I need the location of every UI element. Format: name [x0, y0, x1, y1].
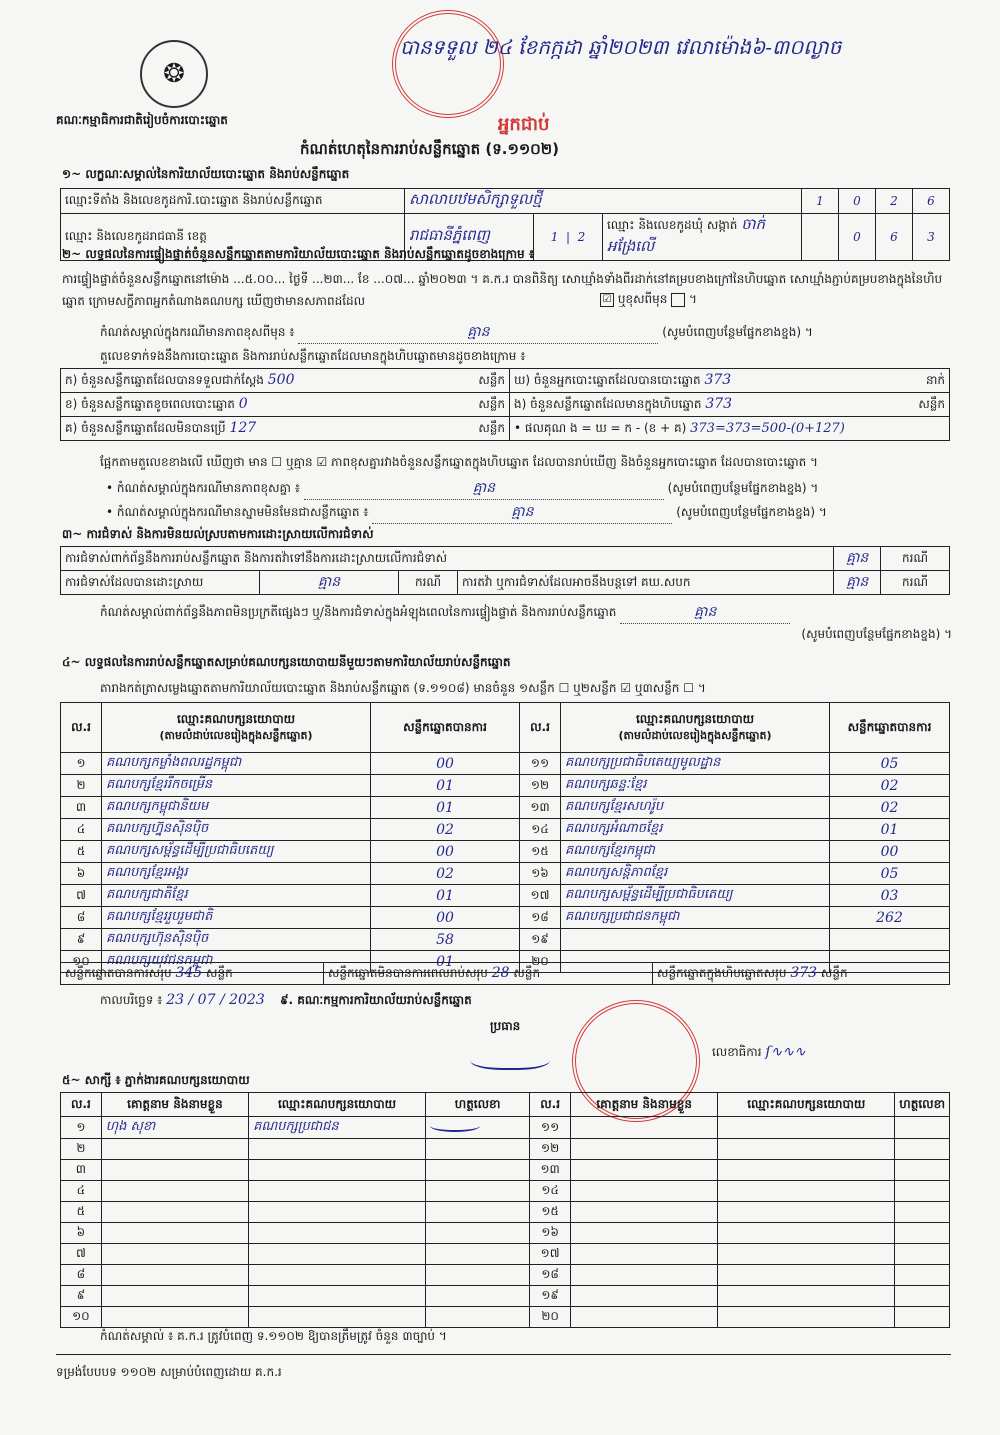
- row-no: ១: [61, 1117, 102, 1139]
- party-name: គណបក្សជាតិខ្មែរ: [102, 885, 371, 907]
- party-name: គណបក្សហ៊ុនស៊ិនប៉ិច: [102, 929, 371, 951]
- col-sign: ហត្ថលេខា: [895, 1093, 950, 1117]
- province-code: 1 | 2: [534, 214, 603, 261]
- handwritten-note: បានទទួល ២៤ ខែកក្កដា ឆ្នាំ២០២៣ វេលាម៉ោង៦-៣០ល្ងាច: [400, 35, 842, 59]
- witness-name: [101, 1202, 248, 1223]
- col-votes: សន្លឹកឆ្នោតបានការ: [371, 703, 520, 753]
- diff-label: ឬខុសពីមុន: [617, 292, 668, 306]
- row-no: ១០: [61, 951, 102, 973]
- party-name: គណបក្សសន្តិភាពខ្មែរ: [561, 863, 830, 885]
- result-row: [61, 819, 950, 841]
- party-votes: [830, 929, 950, 951]
- bullet1: • កំណត់សម្គាល់ក្នុងករណីមានភាពខុសគ្នា ៖ គ្មាន (សូមបំពេញបន្ថែមផ្នែកខាងខ្នង) ។: [106, 478, 951, 500]
- urgent-label: អ្នកជាប់: [498, 114, 550, 135]
- unit: ករណី: [399, 571, 458, 595]
- irregularity-remark: កំណត់សម្គាល់ពាក់ព័ន្ធនឹងភាពមិនប្រក្រតីផ្សេងៗ ឬ/និងការជំទាស់ក្នុងអំឡុងពេលនៃការផ្ទៀងផ្ទាត់ និងការរាប់សន្លឹកឆ្នោត គ្មាន: [100, 602, 950, 624]
- row-no: ១៤: [520, 819, 561, 841]
- result-row: [61, 907, 950, 929]
- row-no: ៥: [61, 841, 102, 863]
- committee-name: គណៈកម្មាធិការជាតិរៀបចំការបោះឆ្នោត: [56, 113, 228, 127]
- witness-sign: [895, 1265, 950, 1286]
- objection-table: [60, 546, 950, 595]
- figures-table: [60, 368, 950, 441]
- location-code: 0: [839, 189, 876, 214]
- objection-label: ការជំទាស់ពាក់ព័ន្ធនឹងការរាប់សន្លឹកឆ្នោត និងការតវ៉ាទៅនឹងការដោះស្រាយលើការជំទាស់: [61, 547, 834, 571]
- party-votes: 58: [371, 929, 520, 951]
- col-party: ឈ្មោះគណបក្សនយោបាយ (តាមលំដាប់លេខរៀងក្នុងសន្លឹកឆ្នោត): [102, 703, 371, 753]
- witness-row: [61, 1223, 950, 1244]
- result-row: [61, 797, 950, 819]
- result-row: [61, 841, 950, 863]
- party-votes: 01: [371, 951, 520, 973]
- row-no: ១៣: [530, 1160, 571, 1181]
- location-code: 2: [876, 189, 913, 214]
- footer-divider: [56, 1354, 951, 1355]
- section5-title: ៥~ សាក្សី ៖ ភ្នាក់ងារគណបក្សនយោបាយ: [62, 1073, 250, 1087]
- section4-title: ៤~ លទ្ធផលនៃការរាប់សន្លឹកឆ្នោតសម្រាប់គណបក្សនយោបាយនីមួយៗតាមការិយាល័យរាប់សន្លឹកឆ្នោត: [62, 655, 511, 669]
- party-votes: 00: [371, 841, 520, 863]
- witness-name: [571, 1202, 718, 1223]
- witness-party: គណបក្សប្រជាជន: [249, 1117, 426, 1139]
- row-no: ៨: [61, 1265, 102, 1286]
- row-no: ១១: [520, 753, 561, 775]
- row-no: ៣: [61, 797, 102, 819]
- result-row: [61, 753, 950, 775]
- col-no: ល.រ: [61, 703, 102, 753]
- province-value: រាជធានីភ្នំពេញ: [405, 214, 534, 261]
- party-votes: 00: [830, 841, 950, 863]
- resolved-value: គ្មាន: [260, 571, 399, 595]
- row-no: ២: [61, 775, 102, 797]
- nec-emblem: ❂: [140, 40, 208, 108]
- witness-sign: [895, 1286, 950, 1307]
- chair-label: ប្រធាន: [490, 1019, 521, 1033]
- row-no: ៣: [61, 1160, 102, 1181]
- witness-table: [60, 1092, 950, 1328]
- date-row: កាលបរិច្ឆេទ ៖ 23 / 07 / 2023 ៩. គណៈកម្មការការិយាល័យរាប់សន្លឹកឆ្នោត: [100, 992, 472, 1008]
- party-name: គណបក្សប្រជាជនកម្ពុជា: [561, 907, 830, 929]
- diff-checkbox[interactable]: [671, 293, 685, 307]
- table-intro: តួលេខទាក់ទងនឹងការបោះឆ្នោត និងការរាប់សន្លឹកឆ្នោតដែលមានក្នុងហិបឆ្នោតមានដូចខាងក្រោម ៖: [100, 349, 526, 363]
- appeal-label: ការតវ៉ា ឬការជំទាស់ដែលអាចនឹងបន្តទៅ គឃ.សបក: [458, 571, 834, 595]
- party-votes: 00: [371, 907, 520, 929]
- fill-note: (សូមបំពេញបន្ថែមផ្នែកខាងខ្នង) ។: [662, 325, 813, 339]
- witness-sign: [895, 1244, 950, 1265]
- row-no: ១១: [530, 1117, 571, 1139]
- row-no: ១៥: [530, 1202, 571, 1223]
- party-votes: 03: [830, 885, 950, 907]
- witness-name: ហុង សុខា: [101, 1117, 248, 1139]
- party-name: គណបក្សខ្មែររីកចម្រើន: [102, 775, 371, 797]
- row-no: ៦: [61, 1223, 102, 1244]
- col-party: ឈ្មោះគណបក្សនយោបាយ: [718, 1093, 895, 1117]
- page-footer: ទម្រង់បែបបទ ១១០២ សម្រាប់បំពេញដោយ គ.ក.រ: [56, 1365, 282, 1379]
- result-row: [61, 885, 950, 907]
- witness-name: [571, 1286, 718, 1307]
- party-name: គណបក្សកម្លាំងពលរដ្ឋកម្ពុជា: [102, 753, 371, 775]
- total-valid: សន្លឹកឆ្នោតបានការសរុប 345 សន្លឹក: [61, 963, 324, 985]
- witness-party: [718, 1117, 895, 1139]
- commune-value: ចាក់អង្រែលើ: [607, 215, 766, 255]
- remark-row: [100, 322, 950, 344]
- witness-sign: [895, 1160, 950, 1181]
- witness-party: [718, 1181, 895, 1202]
- witness-row: [61, 1286, 950, 1307]
- witness-party: [718, 1307, 895, 1328]
- row-no: ១៦: [530, 1223, 571, 1244]
- row-no: ២០: [520, 951, 561, 973]
- witness-party: [249, 1307, 426, 1328]
- witness-party: [249, 1181, 426, 1202]
- results-table: [60, 702, 950, 973]
- secretary-row: លេខាធិការ ſ∿∿∿: [712, 1044, 806, 1060]
- witness-party: [718, 1202, 895, 1223]
- bullet2: • កំណត់សម្គាល់ក្នុងករណីមានស្នាមមិនមែនជាសន្លឹកឆ្នោត ៖ គ្មាន (សូមបំពេញបន្ថែមផ្នែកខាងខ្នង) ។: [106, 502, 951, 524]
- witness-sign: [895, 1202, 950, 1223]
- witness-party: [718, 1244, 895, 1265]
- commune-code-spacer: [802, 214, 839, 261]
- row-no: ២០: [530, 1307, 571, 1328]
- row-no: ១៧: [530, 1244, 571, 1265]
- witness-party: [249, 1139, 426, 1160]
- witness-sign: [426, 1244, 530, 1265]
- same-checkbox[interactable]: ☑: [600, 293, 614, 307]
- witness-name: [101, 1160, 248, 1181]
- witness-name: [101, 1265, 248, 1286]
- row-no: ១៨: [520, 907, 561, 929]
- figure-label: ង) ចំនួនសន្លឹកឆ្នោតដែលមានក្នុងហិបឆ្នោត 373 សន្លឹក: [510, 393, 950, 417]
- location-code: 6: [913, 189, 950, 214]
- witness-party: [249, 1160, 426, 1181]
- section2-title: ២~ លទ្ធផលនៃការផ្ទៀងផ្ទាត់ចំនួនសន្លឹកឆ្នោតតាមការិយាល័យបោះឆ្នោត និងរាប់សន្លឹកឆ្នោតដូចខាងក្រោម ៖: [62, 247, 535, 261]
- party-votes: 05: [830, 863, 950, 885]
- row-no: ១៥: [520, 841, 561, 863]
- witness-party: [249, 1223, 426, 1244]
- row-no: ៧: [61, 1244, 102, 1265]
- party-votes: 01: [371, 797, 520, 819]
- figure-label: ខ) ចំនួនសន្លឹកឆ្នោតខូចពេលបោះឆ្នោត 0 សន្លឹក: [61, 393, 510, 417]
- witness-name: [101, 1307, 248, 1328]
- party-votes: 05: [830, 753, 950, 775]
- witness-sign: [426, 1223, 530, 1244]
- col-no: ល.រ: [61, 1093, 102, 1117]
- witness-sign: [895, 1181, 950, 1202]
- witness-name: [571, 1265, 718, 1286]
- col-party: ឈ្មោះគណបក្សនយោបាយ: [249, 1093, 426, 1117]
- witness-party: [718, 1286, 895, 1307]
- party-name: [561, 929, 830, 951]
- resolved-label: ការជំទាស់ដែលបានដោះស្រាយ: [61, 571, 260, 595]
- commune-code: 6: [876, 214, 913, 261]
- witness-name: [101, 1223, 248, 1244]
- col-party: ឈ្មោះគណបក្សនយោបាយ (តាមលំដាប់លេខរៀងក្នុងសន្លឹកឆ្នោត): [561, 703, 830, 753]
- location-code: 1: [802, 189, 839, 214]
- witness-name: [571, 1244, 718, 1265]
- party-votes: 262: [830, 907, 950, 929]
- location-label: ឈ្មោះទីតាំង និងលេខកូដការិ.បោះឆ្នោត និងរាប់សន្លឹកឆ្នោត: [61, 189, 405, 214]
- remark-label: កំណត់សម្គាល់ក្នុងករណីមានភាពខុសពីមុន ៖: [100, 325, 295, 339]
- witness-sign: [426, 1286, 530, 1307]
- section1-title: ១~ លក្ខណៈសម្គាល់នៃការិយាល័យបោះឆ្នោត និងរាប់សន្លឹកឆ្នោត: [62, 167, 350, 181]
- witness-party: [249, 1202, 426, 1223]
- witness-party: [718, 1265, 895, 1286]
- witness-sign: [426, 1160, 530, 1181]
- witness-name: [571, 1160, 718, 1181]
- row-no: ៨: [61, 907, 102, 929]
- row-no: ៤: [61, 819, 102, 841]
- party-name: គណបក្សខ្មែរសហរ៉ូប: [561, 797, 830, 819]
- row-no: ១៧: [520, 885, 561, 907]
- figure-label: គ) ចំនួនសន្លឹកឆ្នោតដែលមិនបានប្រើ 127 សន្លឹក: [61, 417, 510, 441]
- row-no: ១២: [520, 775, 561, 797]
- witness-name: [101, 1244, 248, 1265]
- party-votes: 01: [371, 775, 520, 797]
- party-name: គណបក្សសម្ព័ន្ធដើម្បីប្រជាធិបតេយ្យ: [561, 885, 830, 907]
- party-votes: 02: [830, 797, 950, 819]
- row-no: ១២: [530, 1139, 571, 1160]
- witness-row: [61, 1244, 950, 1265]
- witness-name: [571, 1223, 718, 1244]
- row-no: ៩: [61, 1286, 102, 1307]
- witness-row: [61, 1265, 950, 1286]
- row-no: ១៩: [530, 1286, 571, 1307]
- col-name: គោត្តនាម និងនាមខ្លួន: [571, 1093, 718, 1117]
- unit: ករណី: [881, 571, 950, 595]
- col-no: ល.រ: [520, 703, 561, 753]
- witness-name: [101, 1181, 248, 1202]
- unit: ករណី: [881, 547, 950, 571]
- party-name: គណបក្សយុវជនកម្ពុជា: [102, 951, 371, 973]
- witness-row: [61, 1202, 950, 1223]
- row-no: ១៨: [530, 1265, 571, 1286]
- figure-label: ក) ចំនួនសន្លឹកឆ្នោតដែលបានទទួលជាក់ស្តែង 500 សន្លឹក: [61, 369, 510, 393]
- commune-cell: [603, 214, 802, 261]
- witness-name: [101, 1286, 248, 1307]
- figure-label: ឃ) ចំនួនអ្នកបោះឆ្នោតដែលបានបោះឆ្នោត 373 នាក់: [510, 369, 950, 393]
- row-no: ១៤: [530, 1181, 571, 1202]
- witness-sign: [426, 1307, 530, 1328]
- verification-paragraph: ការផ្ទៀងផ្ទាត់ចំនួនសន្លឹកឆ្នោតនៅម៉ោង ...៥.០០... ថ្ងៃទី ...២៣... ខែ ...០៧... ឆ្នាំ២០២៣ ។ គ.ក.រ បានពិនិត្យ សោឃ្មាំងទាំងពីរដាក់នៅគម្របខាងក្រៅនៃហិបឆ្នោត សោឃ្មាំងភ្ជាប់គម្របខាងក្នុងនៃហិបឆ្នោត ក្រោមសក្ខីភាពអ្នកតំណាងគណបក្ស ឃើញថាមានសភាពដដែល: [62, 272, 943, 308]
- tally-sheets-line: តារាងកត់ត្រាសម្លេងឆ្នោតតាមការិយាល័យបោះឆ្នោត និងរាប់សន្លឹកឆ្នោត (ទ.១១០៨) មានចំនួន ១សន្លឹក ☐ ឬ២សន្លឹក ☑ ឬ៣សន្លឹក ☐ ។: [100, 681, 706, 695]
- witness-row: [61, 1139, 950, 1160]
- total-box: សន្លឹកឆ្នោតក្នុងហិបឆ្នោតសរុប 373 សន្លឹក: [653, 963, 950, 985]
- official-stamp: [392, 10, 504, 118]
- witness-party: [718, 1139, 895, 1160]
- section3-title: ៣~ ការជំទាស់ និងការមិនយល់ស្របតាមការដោះស្រាយលើការជំទាស់: [62, 527, 374, 541]
- total-invalid: សន្លឹកឆ្នោតមិនបានការពេលរាប់សរុប 28 សន្លឹក: [323, 963, 652, 985]
- party-name: គណបក្សសម្ព័ន្ធដើម្បីប្រជាធិបតេយ្យ: [102, 841, 371, 863]
- witness-row: [61, 1307, 950, 1328]
- row-no: ១៦: [520, 863, 561, 885]
- party-votes: 00: [371, 753, 520, 775]
- witness-party: [718, 1160, 895, 1181]
- remark-value: គ្មាន: [298, 322, 658, 344]
- col-name: គោត្តនាម និងនាមខ្លួន: [101, 1093, 248, 1117]
- witness-row: [61, 1181, 950, 1202]
- row-no: ១០: [61, 1307, 102, 1328]
- party-votes: 01: [371, 885, 520, 907]
- witness-party: [249, 1244, 426, 1265]
- witness-sign: [426, 1181, 530, 1202]
- witness-sign: [895, 1139, 950, 1160]
- witness-party: [249, 1286, 426, 1307]
- row-no: ៥: [61, 1202, 102, 1223]
- witness-row: [61, 1117, 950, 1139]
- party-votes: 02: [830, 775, 950, 797]
- party-name: គណបក្សខ្មែរអង្គរ: [102, 863, 371, 885]
- party-name: គណបក្សហ្វ៊ុនស៊ិនប៉ិច: [102, 819, 371, 841]
- result-row: [61, 863, 950, 885]
- party-name: គណបក្សខ្មែរកម្ពុជា: [561, 841, 830, 863]
- commune-code: 3: [913, 214, 950, 261]
- party-votes: 02: [371, 863, 520, 885]
- result-row: [61, 775, 950, 797]
- appeal-value: គ្មាន: [834, 571, 881, 595]
- row-no: ៦: [61, 863, 102, 885]
- witness-sign: [895, 1117, 950, 1139]
- col-sign: ហត្ថលេខា: [426, 1093, 530, 1117]
- result-row: [61, 929, 950, 951]
- party-name: គណបក្សខ្មែររួបរួមជាតិ: [102, 907, 371, 929]
- witness-signature: [430, 1120, 480, 1132]
- commune-code: 0: [839, 214, 876, 261]
- formula-cell: • ផលគុណ ង = ឃ = ក - (ខ + គ) 373=373=500-(0+127): [510, 417, 950, 441]
- row-no: ៧: [61, 885, 102, 907]
- witness-name: [101, 1139, 248, 1160]
- form-title: កំណត់ហេតុនៃការរាប់សន្លឹកឆ្នោត (ទ.១១០២): [300, 140, 560, 158]
- witness-sign: [426, 1265, 530, 1286]
- chair-signature: [470, 1046, 550, 1070]
- row-no: ១៣: [520, 797, 561, 819]
- witness-sign: [426, 1202, 530, 1223]
- party-name: គណបក្សប្រជាធិបតេយ្យមូលដ្ឋាន: [561, 753, 830, 775]
- party-name: គណបក្សកម្ពុជានិយម: [102, 797, 371, 819]
- col-no: ល.រ: [530, 1093, 571, 1117]
- row-no: ១៩: [520, 929, 561, 951]
- row-no: ១: [61, 753, 102, 775]
- same-state-row: ☑ ឬខុសពីមុន ។: [600, 291, 697, 309]
- witness-sign: [426, 1139, 530, 1160]
- witness-name: [571, 1307, 718, 1328]
- witness-sign: [426, 1117, 530, 1139]
- col-votes: សន្លឹកឆ្នោតបានការ: [830, 703, 950, 753]
- row-no: ៩: [61, 929, 102, 951]
- location-value: សាលាបឋមសិក្សាទួលថ្មី: [405, 189, 802, 214]
- witness-party: [718, 1223, 895, 1244]
- row-no: ៤: [61, 1181, 102, 1202]
- witness-party: [249, 1265, 426, 1286]
- objection-value: គ្មាន: [834, 547, 881, 571]
- party-votes: 02: [371, 819, 520, 841]
- witness-name: [571, 1139, 718, 1160]
- witness-name: [571, 1181, 718, 1202]
- witness-sign: [895, 1307, 950, 1328]
- witness-sign: [895, 1223, 950, 1244]
- witness-name: [571, 1117, 718, 1139]
- commune-label: ឈ្មោះ និងលេខកូដឃុំ សង្កាត់: [607, 218, 738, 232]
- party-name: គណបក្សអំណាចខ្មែរ: [561, 819, 830, 841]
- fill-note-line: (សូមបំពេញបន្ថែមផ្នែកខាងខ្នង) ។: [801, 627, 952, 641]
- party-votes: 01: [830, 819, 950, 841]
- witness-row: [61, 1160, 950, 1181]
- footer-note: កំណត់សម្គាល់ ៖ គ.ក.រ ត្រូវបំពេញ ទ.១១០២ ឱ្យបានត្រឹមត្រូវ ចំនួន ៣ច្បាប់ ។: [100, 1329, 447, 1343]
- province-label: ឈ្មោះ និងលេខកូដរាជធានី ខេត្ត: [61, 214, 405, 261]
- discrepancy-line: ផ្អែកតាមតួលេខខាងលើ ឃើញថា មាន ☐ ឬគ្មាន ☑ ភាពខុសគ្នារវាងចំនួនសន្លឹកឆ្នោតក្នុងហិបឆ្នោត ដែលបានរាប់ឃើញ និងចំនួនអ្នកបោះឆ្នោត ដែលបានបោះឆ្នោត ។: [100, 455, 818, 469]
- row-no: ២: [61, 1139, 102, 1160]
- party-name: គណបក្សឆន្ទៈខ្មែរ: [561, 775, 830, 797]
- totals-table: [60, 962, 950, 985]
